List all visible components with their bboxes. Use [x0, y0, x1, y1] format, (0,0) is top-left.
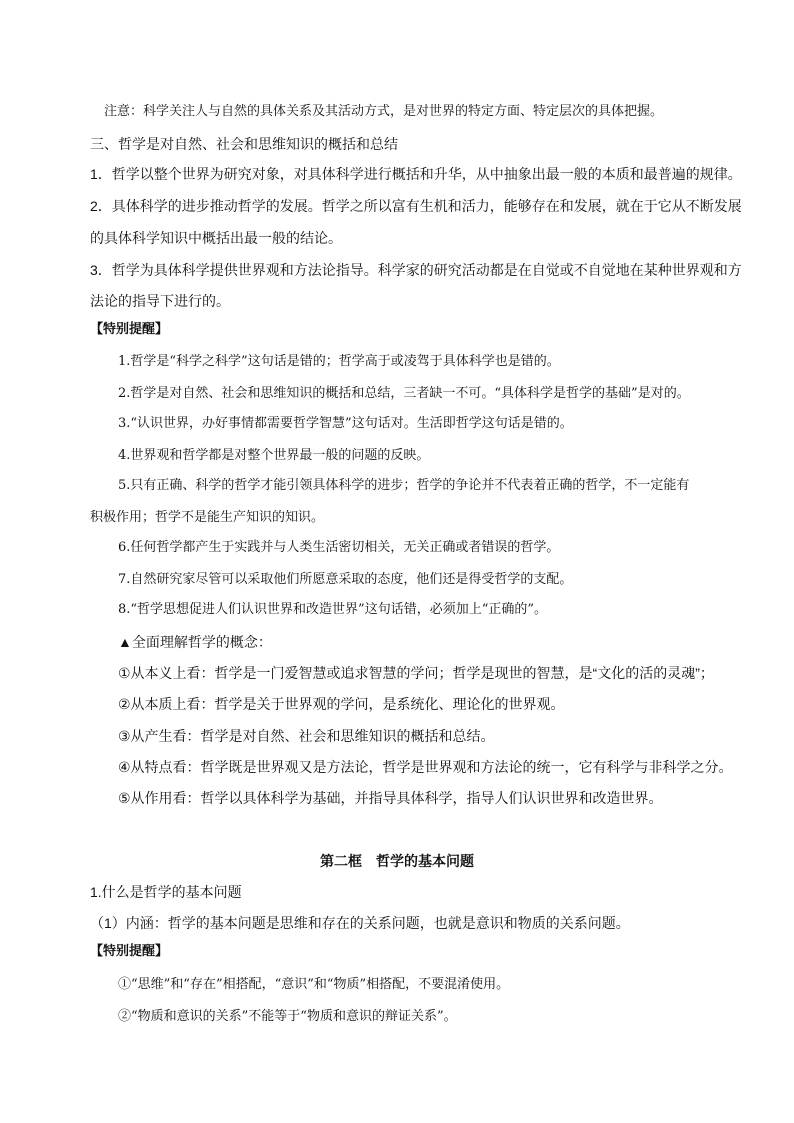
paragraph: 1．哲学以整个世界为研究对象，对具体科学进行概括和升华，从中抽象出最一般的本质和最普遍的规律。: [90, 166, 742, 182]
concept-item: ⑤从作用看：哲学以具体科学为基础，并指导具体科学，指导人们认识世界和改造世界。: [118, 790, 663, 806]
concept-item: ②从本质上看：哲学是关于世界观的学问，是系统化、理论化的世界观。: [118, 696, 565, 712]
reminder-item: 4.世界观和哲学都是对整个世界最一般的问题的反映。: [118, 448, 430, 463]
reminder-item: 1.哲学是“科学之科学”这句话是错的；哲学高于或凌驾于具体科学也是错的。: [118, 354, 560, 369]
concept-heading: ▲全面理解哲学的概念：: [118, 634, 272, 650]
reminder-item-continued: 积极作用；哲学不是能生产知识的知识。: [90, 510, 325, 525]
paragraph: （1）内涵：哲学的基本问题是思维和存在的关系问题，也就是意识和物质的关系问题。: [90, 915, 630, 931]
lesson-title: 第二框 哲学的基本问题: [320, 853, 474, 869]
note-text: 注意：科学关注人与自然的具体关系及其活动方式，是对世界的特定方面、特定层次的具体把握。: [104, 104, 664, 119]
concept-item: ④从特点看：哲学既是世界观又是方法论，哲学是世界观和方法论的统一，它有科学与非科学之分。: [118, 759, 733, 775]
reminder-item: ②“物质和意识的关系”不能等于“物质和意识的辩证关系”。: [118, 1009, 457, 1024]
reminder-item: 7.自然研究家尽管可以采取他们所愿意采取的态度，他们还是得受哲学的支配。: [118, 572, 573, 587]
paragraph: 的具体科学知识中概括出最一般的结论。: [90, 230, 342, 246]
reminder-item: 3.“认识世界，办好事情都需要哲学智慧”这句话对。生活即哲学这句话是错的。: [118, 416, 573, 431]
concept-item: ③从产生看：哲学是对自然、社会和思维知识的概括和总结。: [118, 728, 495, 744]
paragraph: 法论的指导下进行的。: [90, 293, 230, 309]
reminder-item: 2.哲学是对自然、社会和思维知识的概括和总结，三者缺一不可。“具体科学是哲学的基础”是对的。: [118, 386, 690, 401]
reminder-item: 6.任何哲学都产生于实践并与人类生活密切相关，无关正确或者错误的哲学。: [118, 540, 560, 555]
reminder-heading: 【特别提醒】: [90, 322, 169, 337]
section-heading: 三、哲学是对自然、社会和思维知识的概括和总结: [90, 136, 398, 152]
paragraph: 3．哲学为具体科学提供世界观和方法论指导。科学家的研究活动都是在自觉或不自觉地在某种世界观和方: [90, 262, 742, 278]
question-heading: 1.什么是哲学的基本问题: [90, 884, 242, 900]
concept-item: ①从本义上看：哲学是一门爱智慧或追求智慧的学问；哲学是现世的智慧，是“文化的活的灵魂”；: [118, 665, 714, 681]
reminder-item: 5.只有正确、科学的哲学才能引领具体科学的进步；哲学的争论并不代表着正确的哲学，不一定能有: [118, 478, 690, 493]
reminder-heading: 【特别提醒】: [90, 944, 169, 959]
paragraph: 2．具体科学的进步推动哲学的发展。哲学之所以富有生机和活力，能够存在和发展，就在于它从不断发展: [90, 198, 742, 214]
reminder-item: ①“思维”和“存在”相搭配，“意识”和“物质”相搭配，不要混淆使用。: [118, 977, 510, 992]
reminder-item: 8.“哲学思想促进人们认识世界和改造世界”这句话错，必须加上“正确的”。: [118, 602, 547, 617]
